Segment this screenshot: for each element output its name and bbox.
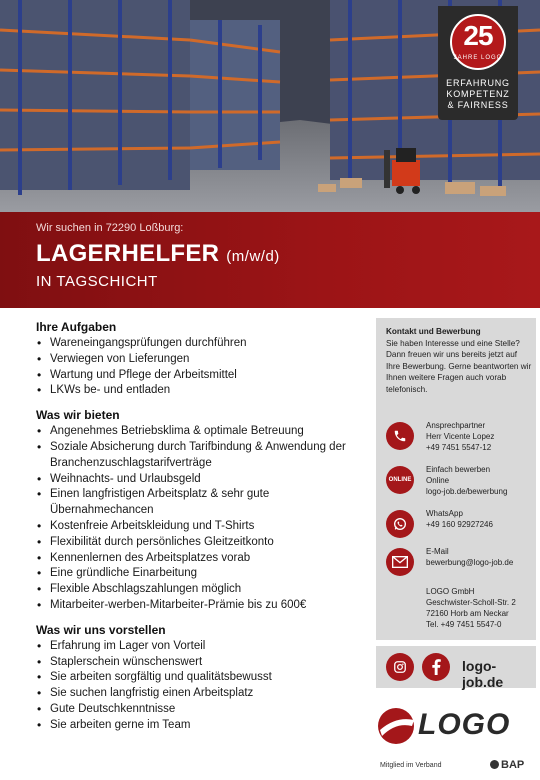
hero-image bbox=[0, 0, 540, 212]
section-heading: Ihre Aufgaben bbox=[36, 320, 117, 334]
section-heading: Was wir uns vorstellen bbox=[36, 622, 166, 637]
task-list bbox=[36, 336, 356, 399]
contact-whatsapp-text bbox=[426, 508, 538, 530]
forklift-icon bbox=[384, 148, 420, 194]
list-item: • Sie arbeiten sorgfältig und qualitätsbewusst bbox=[36, 670, 356, 686]
contact-line: Ansprechpartner bbox=[426, 421, 486, 430]
facebook-icon[interactable] bbox=[422, 653, 450, 681]
contact-line: E-Mail bbox=[426, 547, 449, 556]
anniversary-seal bbox=[450, 14, 506, 70]
job-shift: IN TAGSCHICHT bbox=[36, 273, 158, 290]
contact-email[interactable] bbox=[386, 546, 536, 582]
list-item: • Erfahrung im Lager von Vorteil bbox=[36, 639, 356, 655]
contact-line: WhatsApp bbox=[426, 509, 463, 518]
bap-logo bbox=[490, 759, 524, 771]
job-title-text: LAGERHELFER bbox=[36, 240, 220, 267]
section-requirements bbox=[36, 623, 356, 734]
list-item: • Flexibilität durch persönliches Gleitzeitkonto bbox=[36, 535, 356, 551]
instagram-icon[interactable] bbox=[386, 653, 414, 681]
contact-line: Einfach bewerben bbox=[426, 465, 491, 474]
job-header-band bbox=[0, 212, 540, 308]
address-line: LOGO GmbH bbox=[426, 587, 475, 596]
contact-line: Herr Vicente Lopez bbox=[426, 432, 495, 441]
contact-intro bbox=[386, 326, 532, 395]
list-item: • Kostenfreie Arbeitskleidung und T-Shirts bbox=[36, 519, 356, 535]
contact-email-text bbox=[426, 546, 538, 568]
list-item: • Sie arbeiten gerne im Team bbox=[36, 718, 356, 734]
contact-heading: Kontakt und Bewerbung bbox=[386, 327, 481, 336]
membership-note: Mitglied im Verband bbox=[380, 762, 442, 769]
badge-tagline: ERFAHRUNG KOMPETENZ & FAIRNESS bbox=[446, 78, 510, 110]
benefit-list bbox=[36, 424, 356, 614]
list-item: • Wartung und Pflege der Arbeitsmittel bbox=[36, 368, 356, 384]
badge-number: 25 bbox=[463, 20, 493, 51]
list-item: • Kennenlernen des Arbeitsplatzes vorab bbox=[36, 551, 356, 567]
job-description bbox=[36, 320, 356, 743]
contact-phone[interactable] bbox=[386, 420, 536, 456]
list-item: • Staplerschein wünschenswert bbox=[36, 655, 356, 671]
list-item: • Verwiegen von Lieferungen bbox=[36, 352, 356, 368]
list-item: • Eine gründliche Einarbeitung bbox=[36, 566, 356, 582]
address-line: Tel. +49 7451 5547-0 bbox=[426, 620, 502, 629]
contact-line[interactable]: logo-job.de/bewerbung bbox=[426, 487, 508, 496]
company-logo bbox=[376, 704, 536, 748]
list-item: • Einen langfristigen Arbeitsplatz & sehr gute Übernahmechancen bbox=[36, 487, 356, 519]
list-item: • Soziale Absicherung durch Tarifbindung & Anwendung der Branchenzuschlagstarifverträge bbox=[36, 440, 356, 472]
anniversary-badge bbox=[438, 6, 518, 120]
list-item: • LKWs be- und entladen bbox=[36, 383, 356, 399]
section-tasks bbox=[36, 320, 356, 399]
contact-line: Online bbox=[426, 476, 450, 485]
address-line: 72160 Horb am Neckar bbox=[426, 609, 509, 618]
list-item: • Gute Deutschkenntnisse bbox=[36, 702, 356, 718]
section-benefits bbox=[36, 408, 356, 614]
job-gender: (m/w/d) bbox=[226, 248, 280, 265]
contact-line[interactable]: bewerbung@logo-job.de bbox=[426, 558, 514, 567]
contact-line[interactable]: +49 7451 5547-12 bbox=[426, 443, 492, 452]
badge-subtitle: JAHRE LOGO bbox=[453, 55, 503, 61]
company-address bbox=[426, 586, 516, 630]
job-location: Wir suchen in 72290 Loßburg: bbox=[36, 222, 184, 234]
contact-line[interactable]: +49 160 92927246 bbox=[426, 520, 493, 529]
logo-mark-icon bbox=[376, 706, 416, 746]
contact-intro-text: Sie haben Interesse und eine Stelle? Dann freuen wir uns bereits jetzt auf Ihre Bewerbung. Gerne beantworten wir Ihnen weitere Fragen auch vorab telefonisch. bbox=[386, 338, 532, 394]
contact-online-text bbox=[426, 464, 538, 497]
job-title bbox=[36, 240, 280, 268]
list-item: • Angenehmes Betriebsklima & optimale Betreuung bbox=[36, 424, 356, 440]
section-heading: Was wir bieten bbox=[36, 408, 120, 423]
list-item: • Sie suchen langfristig einen Arbeitsplatz bbox=[36, 686, 356, 702]
address-line: Geschwister-Scholl-Str. 2 bbox=[426, 598, 516, 607]
contact-panel bbox=[376, 318, 536, 640]
online-apply-icon bbox=[386, 466, 414, 494]
contact-whatsapp[interactable] bbox=[386, 508, 536, 544]
whatsapp-icon bbox=[386, 510, 414, 538]
mail-icon bbox=[386, 548, 414, 576]
online-icon-label: ONLINE bbox=[388, 477, 412, 483]
contact-online[interactable] bbox=[386, 464, 536, 500]
website-link[interactable]: logo-job.de bbox=[462, 658, 504, 690]
contact-phone-text bbox=[426, 420, 538, 453]
list-item: • Wareneingangsprüfungen durchführen bbox=[36, 336, 356, 352]
requirement-list bbox=[36, 639, 356, 734]
social-bar bbox=[376, 646, 536, 688]
logo-wordmark: LOGO bbox=[418, 708, 511, 741]
bap-label: BAP bbox=[501, 759, 525, 771]
list-item: • Weihnachts- und Urlaubsgeld bbox=[36, 472, 356, 488]
list-item: • Mitarbeiter-werben-Mitarbeiter-Prämie bis zu 600€ bbox=[36, 598, 356, 614]
phone-icon bbox=[386, 422, 414, 450]
bap-mark-icon bbox=[490, 760, 499, 769]
list-item: • Flexible Abschlagszahlungen möglich bbox=[36, 582, 356, 598]
